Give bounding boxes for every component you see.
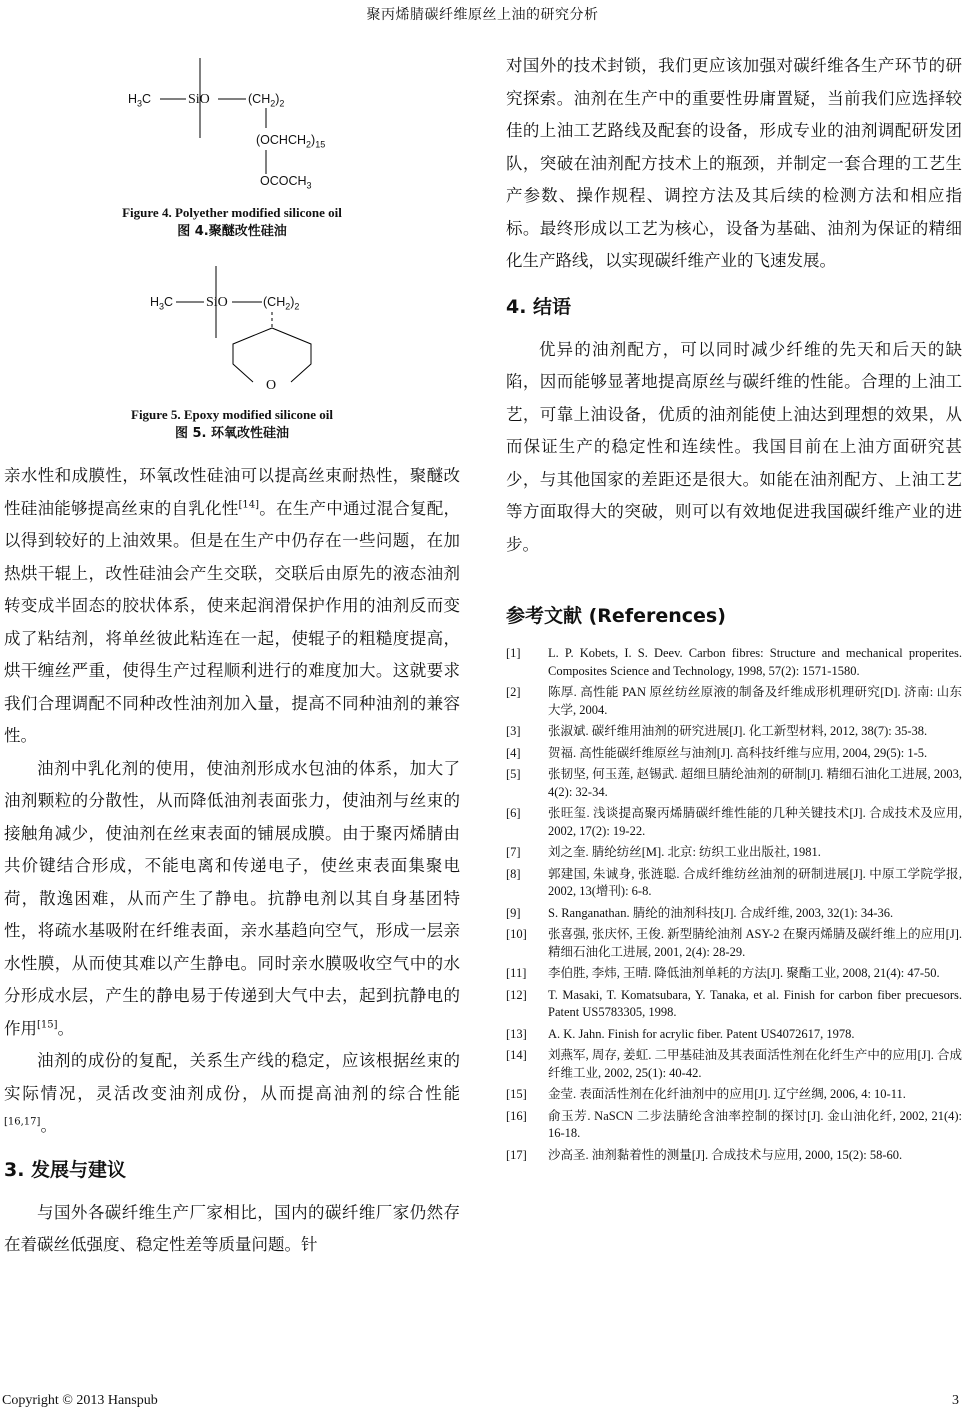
fig4-h3c-label: $H_3C$ (128, 92, 152, 109)
right-body (506, 50, 962, 561)
reference-item (506, 844, 962, 862)
reference-item (506, 1147, 962, 1165)
reference-number: [6] (506, 806, 521, 820)
figure-5-caption-zh: 图 5. 环氧改性硅油 (174, 426, 290, 441)
reference-number: [10] (506, 927, 527, 941)
right-column (506, 50, 962, 1168)
fig5-sio-label: SiO (206, 295, 228, 310)
reference-number: [3] (506, 724, 521, 738)
paragraph: 亲水性和成膜性，环氧改性硅油可以提高丝束耐热性，聚醚改性硅油能够提高丝束的自乳化性[14]。在生产中通过混合复配，以得到较好的上油效果。但是在生产中仍存在一些问题，在加热烘干辊上，改性硅油会产生交联，交联后由原先的液态油剂转变成半固态的胶状体系，使来起润滑保护作用的油剂反而变成了粘结剂，将单丝彼此粘连在一起，使辊子的粗糙度提高，烘干缠丝严重，使得生产过程顺利进行的难度加大。这就要求我们合理调配不同种改性油剂加入量，提高不同种油剂的兼容性。 (4, 466, 461, 745)
reference-number: [2] (506, 685, 521, 699)
reference-item (506, 1108, 962, 1143)
reference-item (506, 1086, 962, 1104)
reference-number: [5] (506, 767, 521, 781)
reference-number: [7] (506, 845, 521, 859)
reference-text: 金莹. 表面活性剂在化纤油剂中的应用[J]. 辽宁丝绸, 2006, 4: 10-11. (548, 1087, 906, 1101)
reference-item (506, 965, 962, 983)
reference-item (506, 684, 962, 719)
reference-number: [14] (506, 1048, 527, 1062)
paragraph: 与国外各碳纤维生产厂家相比，国内的碳纤维厂家仍然存在着碳丝低强度、稳定性差等质量问题。针 (4, 1202, 460, 1254)
reference-number: [16] (506, 1108, 527, 1123)
paragraph: 油剂的成份的复配，关系生产线的稳定，应该根据丝束的实际情况，灵活改变油剂成份，从而提高油剂的综合性能[16,17]。 (4, 1051, 460, 1135)
reference-text: 刘之奎. 腈纶纺丝[M]. 北京: 纺织工业出版社, 1981. (548, 845, 821, 859)
reference-item (506, 745, 962, 763)
reference-text: 李伯胜, 李炜, 王晴. 降低油剂单耗的方法[J]. 聚酯工业, 2008, 21(4): 47-50. (548, 966, 940, 980)
reference-text: 刘燕军, 周存, 姜虹. 二甲基硅油及其表面活性剂在化纤生产中的应用[J]. 合成纤维工业, 2002, 25(1): 40-42. (548, 1048, 962, 1080)
reference-text: 张旺玺. 浅谈提高聚丙烯腈碳纤维性能的几种关键技术[J]. 合成技术及应用, 2002, 17(2): 19-22. (548, 806, 962, 838)
reference-number: [4] (506, 745, 521, 760)
citation: [14] (238, 499, 260, 510)
reference-text: 沙高圣. 油剂黏着性的测量[J]. 合成技术与应用, 2000, 15(2): 58-60. (548, 1147, 903, 1162)
section-3-title: 3. 发展与建议 (4, 1158, 127, 1181)
reference-item (506, 987, 962, 1022)
reference-item (506, 1026, 962, 1044)
reference-text: 陈厚. 高性能 PAN 原丝纺丝原液的制备及纤维成形机理研究[D]. 济南: 山东大学, 2004. (548, 685, 962, 717)
reference-text: T. Masaki, T. Komatsubara, Y. Tanaka, et al. Finish for carbon fiber precuesors. Patent US5783305, 1998. (548, 987, 962, 1019)
reference-number: [13] (506, 1026, 527, 1041)
reference-item (506, 766, 962, 801)
reference-text: 贺福. 高性能碳纤维原丝与油剂[J]. 高科技纤维与应用, 2004, 29(5): 1-5. (548, 745, 928, 760)
paragraph: 对国外的技术封锁，我们更应该加强对碳纤维各生产环节的研究探索。油剂在生产中的重要性毋庸置疑，当前我们应选择较佳的上油工艺路线及配套的设备，形成专业的油剂调配研发团队，突破在油剂配方技术上的瓶颈，并制定一套合理的工艺生产参数、操作规程、调控方法及其后续的检测方法和相应指标。最终形成以工艺为核心，设备为基础、油剂为保证的精细化生产路线，以实现碳纤维产业的飞速发展。 (506, 56, 962, 270)
fig5-o-label: O (266, 378, 277, 393)
running-header: 聚丙烯腈碳纤维原丝上油的研究分析 (366, 7, 599, 23)
reference-item (506, 905, 962, 923)
section-4-title: 4. 结语 (506, 295, 572, 318)
figure-5 (4, 266, 460, 506)
reference-number: [1] (506, 646, 521, 660)
reference-item (506, 805, 962, 840)
citation: [16,17] (4, 1116, 41, 1128)
figure-4-structure (4, 50, 460, 200)
reference-number: [8] (506, 866, 521, 881)
reference-item (506, 1047, 962, 1082)
reference-number: [12] (506, 987, 527, 1002)
reference-number: [9] (506, 905, 521, 920)
reference-text: A. K. Jahn. Finish for acrylic fiber. Patent US4072617, 1978. (548, 1026, 855, 1041)
reference-text: L. P. Kobets, I. S. Deev. Carbon fibres: Structure and mechanical properites. Composites Science and Technology, 1998, 57(2): 1571-1580. (548, 646, 962, 678)
left-column (4, 50, 460, 1262)
reference-text: 俞玉芳. NaSCN 二步法腈纶含油率控制的探讨[J]. 金山油化纤, 2002, 21(4): 16-18. (548, 1108, 962, 1140)
paragraph: 优异的油剂配方，可以同时减少纤维的先天和后天的缺陷，因而能够显著地提高原丝与碳纤维的性能。合理的上油工艺，可靠上油设备，优质的油剂能使上油达到理想的效果，从而保证生产的稳定性和连续性。我国目前在上油方面研究甚少，与其他国家的差距还是很大。如能在油剂配方、上油工艺等方面取得大的突破，则可以有效地促进我国碳纤维产业的进步。 (506, 339, 962, 554)
reference-text: 张韧坚, 何玉莲, 赵锡武. 超细旦腈纶油剂的研制[J]. 精细石油化工进展, 2003, 4(2): 32-34. (548, 767, 962, 799)
reference-text: 张喜强, 张庆怀, 王俊. 新型腈纶油剂 ASY-2 在聚丙烯腈及碳纤维上的应用[J]. 精细石油化工进展, 2001, 2(4): 28-29. (548, 927, 962, 959)
reference-item (506, 926, 962, 961)
fig5-h3c-label: $H_3C$ (150, 295, 174, 312)
citation: [15] (37, 1019, 58, 1030)
fig5-ch2-label: $(CH_2)_2$ (263, 295, 300, 312)
figure-4 (4, 50, 460, 238)
fig4-ococh3-label: $OCOCH_3$ (260, 174, 312, 191)
reference-list (506, 645, 962, 1164)
reference-item (506, 723, 962, 741)
figure-4-caption-zh: 图 4.聚醚改性硅油 (177, 224, 287, 239)
figure-4-caption-en: Figure 4. Polyether modified silicone oil (122, 205, 342, 220)
reference-number: [17] (506, 1147, 527, 1162)
reference-number: [15] (506, 1087, 527, 1101)
footer-page-number: 3 (952, 1393, 959, 1408)
reference-text: 张淑斌. 碳纤维用油剂的研究进展[J]. 化工新型材料, 2012, 38(7): 35-38. (548, 724, 928, 738)
reference-text: 郭建国, 朱诚身, 张涟聪. 合成纤维纺丝油剂的研制进展[J]. 中原工学院学报, 2002, 13(增刊): 6-8. (548, 866, 962, 898)
reference-item (506, 866, 962, 901)
reference-text: S. Ranganathan. 腈纶的油剂科技[J]. 合成纤维, 2003, 32(1): 34-36. (548, 905, 894, 920)
footer-copyright: Copyright © 2013 Hanspub (2, 1393, 158, 1408)
paragraph: 油剂中乳化剂的使用，使油剂形成水包油的体系，加大了油剂颗粒的分散性，从而降低油剂表面张力，使油剂与丝束的接触角减少，使油剂在丝束表面的铺展成膜。由于聚丙烯腈由共价键结合形成，不能电离和传递电子，使丝束表面集聚电荷，散逸困难，从而产生了静电。抗静电剂以其自身基团特性，将疏水基吸附在纤维表面，亲水基趋向空气，形成一层亲水性膜，从而使其难以产生静电。同时亲水膜吸收空气中的水分形成水层，产生的静电易于传递到大气中去，起到抗静电的作用[15]。 (4, 758, 460, 1038)
references-title: 参考文献 (References) (506, 605, 726, 627)
figure-5-caption-en: Figure 5. Epoxy modified silicone oil (131, 407, 333, 422)
reference-item (506, 645, 962, 680)
fig4-ch2-label: $(CH_2)_2$ (248, 92, 285, 109)
fig4-sio-label: SiO (188, 92, 210, 107)
reference-number: [11] (506, 966, 527, 980)
fig4-ochch2-label: $(OCHCH_2)_{15}$ (256, 133, 326, 150)
left-body (4, 460, 460, 1262)
